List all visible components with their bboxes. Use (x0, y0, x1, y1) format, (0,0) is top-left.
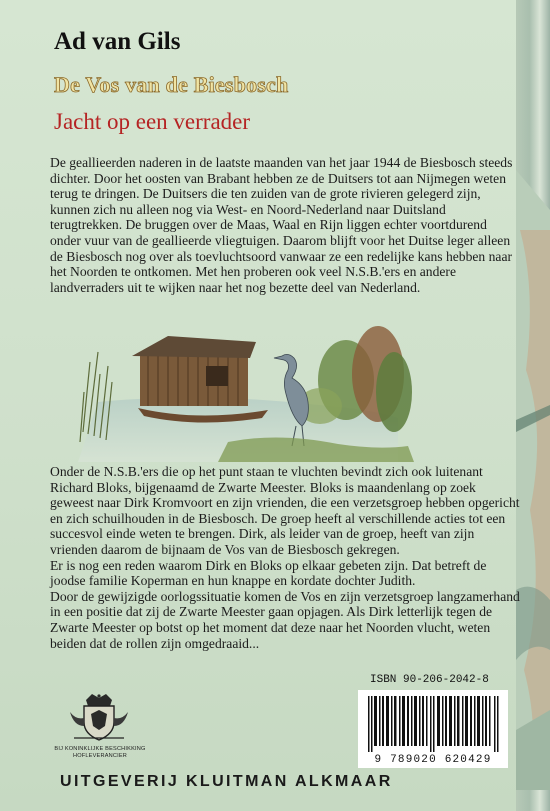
publisher-name: UITGEVERIJ KLUITMAN ALKMAAR (60, 773, 393, 790)
blurb-paragraph-2: Onder de N.S.B.'ers die op het punt staan te vluchten bevindt zich ook luitenant Richard Bloks, bijgenaamd de Zwarte Meester. Bloks is maandenlang op zoek geweest naar Dirk Kromvoort en zijn vrienden, die een verzetsgroep hebben opgericht en zich schuilhouden in de Biesbosch. De groep heeft al verschillende acties tot een succesvol einde weten te brengen. Dirk, als leider van de groep, heeft van zijn vrienden daarom de bijnaam de Vos van de Biesbosch gekregen. Er is nog een reden waarom Dirk en Bloks op elkaar gebeten zijn. Dat betreft de joodse familie Koperman en hun knappe en kordate dochter Judith. Door de gewijzigde oorlogssituatie komen de Vos en zijn verzetsgroep langzamerhand in een positie dat zij de Zwarte Meester gaan opjagen. Als Dirk letterlijk tegen de Zwarte Meester op botst op het moment dat deze naar het Noorden vlucht, weten beiden dat de rollen zijn omgedraaid... (50, 464, 520, 651)
royal-warrant-crest (64, 692, 134, 744)
series-title: De Vos van de Biesbosch (54, 72, 289, 97)
blurb-paragraph-1: De geallieerden naderen in de laatste maanden van het jaar 1944 de Biesbosch steeds dichter. Door het oosten van Brabant hebben ze de Duitsers tot aan Nijmegen weten terug te dringen. De Duitsers die ten zuiden van de grote rivieren gelegerd zijn, kunnen zich nu alleen nog via West- en Noord-Nederland naar Duitsland terugtrekken. De bruggen over de Maas, Waal en Rijn liggen echter voortdurend onder vuur van de geallieerde vliegtuigen. Daarom blijft voor het Duitse leger alleen de Biesbosch nog over als toevluchtsoord vanwaar ze een redelijke kans hebben naar het Noorden te ontkomen. Met hen proberen ook veel N.S.B.'ers en andere landverraders uit te wijken naar het nog bezette deel van Nederland. (50, 155, 513, 295)
isbn-label: ISBN 90-206-2042-8 (370, 674, 489, 686)
boathouse-heron-illustration (78, 322, 414, 462)
barcode-bars (368, 696, 500, 752)
barcode (358, 690, 508, 768)
book-title: Jacht op een verrader (54, 109, 251, 134)
author-name: Ad van Gils (54, 28, 181, 55)
barcode-number: 9 789020 620429 (374, 754, 492, 766)
royal-warrant-caption: BIJ KONINKLIJKE BESCHIKKING HOFLEVERANCIER (54, 746, 146, 759)
spine-illustration (516, 170, 550, 790)
